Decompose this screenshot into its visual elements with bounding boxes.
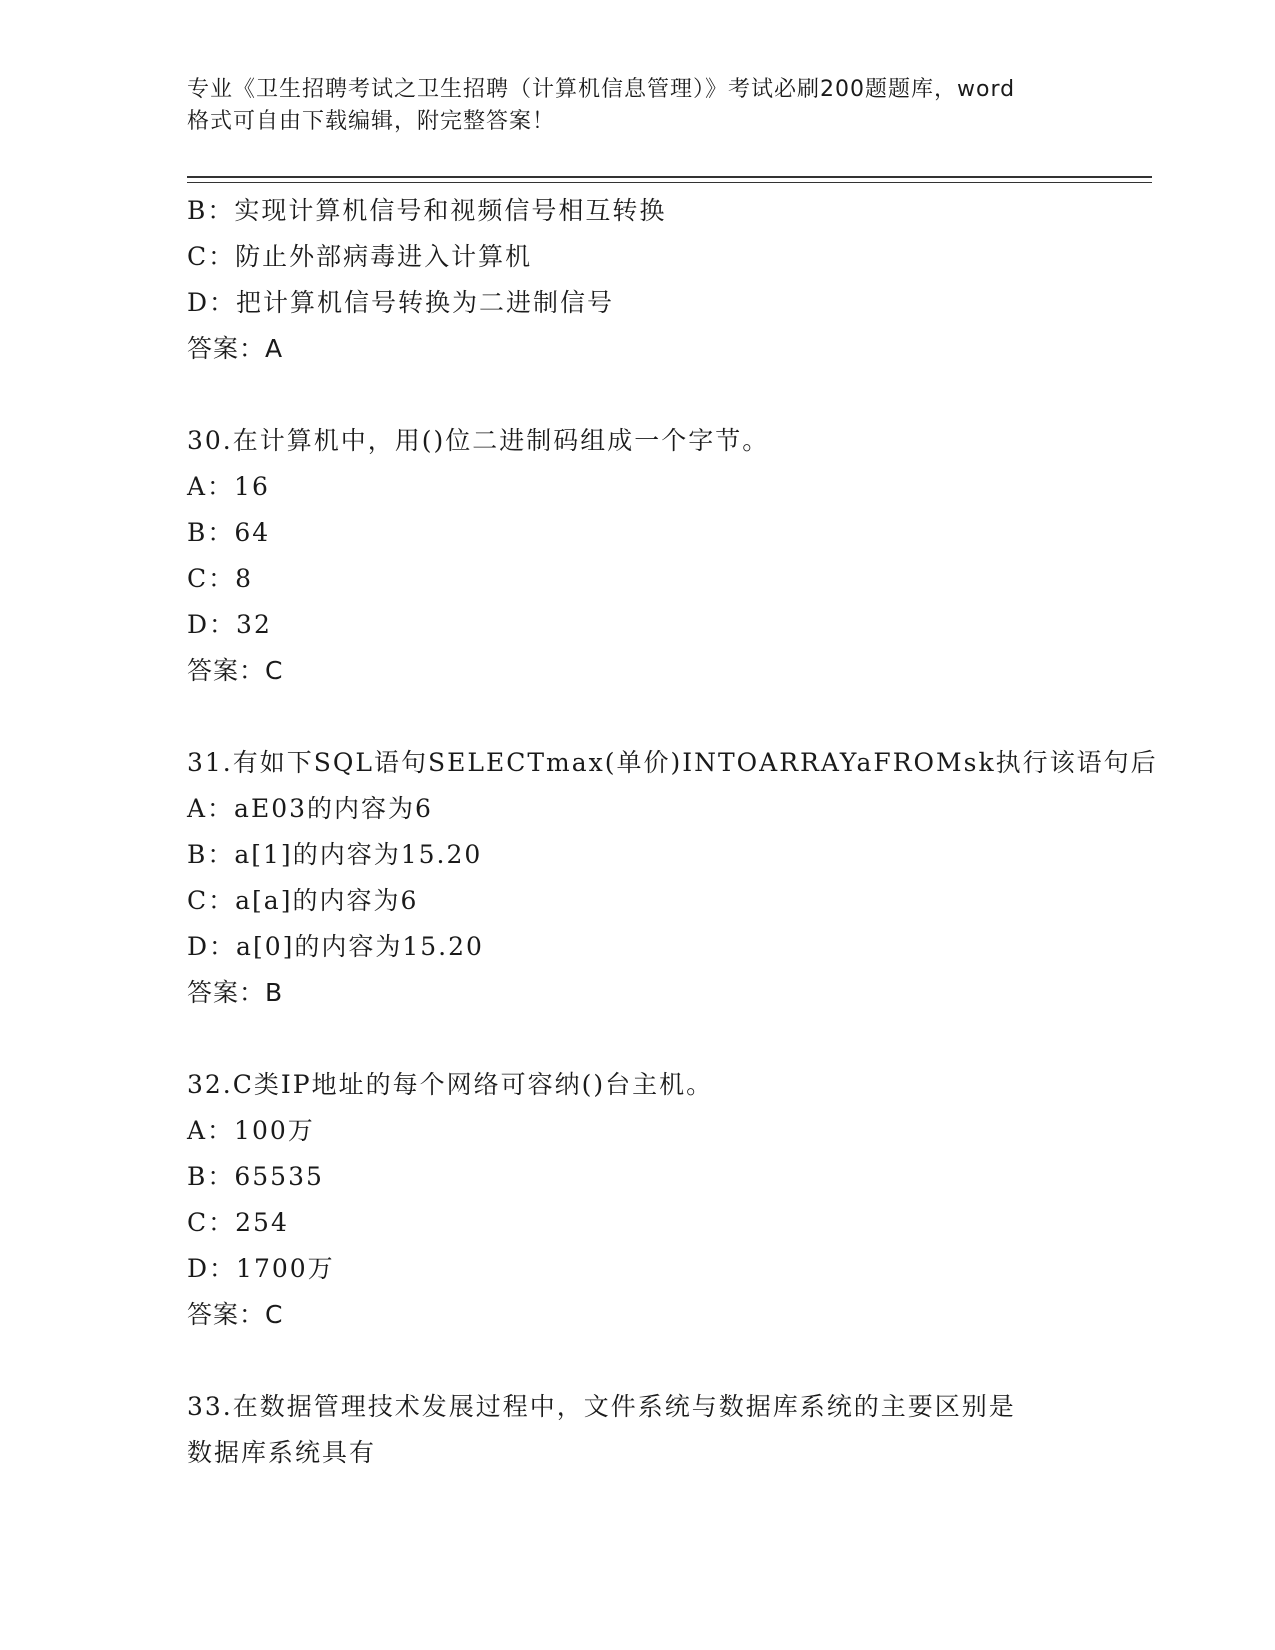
answer-line: 答案：A: [187, 334, 284, 363]
answer-line: 答案：C: [187, 1300, 284, 1329]
header-title-line-2: 格式可自由下载编辑，附完整答案！: [187, 109, 556, 134]
option-b: B：64: [187, 518, 271, 547]
question-block-30: [187, 418, 1117, 694]
header-divider-thin: [187, 182, 1152, 183]
question-spacer: [187, 1016, 1117, 1062]
header-divider-thick: [187, 176, 1152, 178]
option-d: D：32: [187, 610, 272, 639]
question-list: [187, 188, 1158, 1476]
option-a: A：aE03的内容为6: [187, 794, 433, 823]
option-c: C：254: [187, 1208, 289, 1237]
option-d: D：a[0]的内容为15.20: [187, 932, 484, 961]
question-block-32: [187, 1062, 1117, 1338]
option-c: C：防止外部病毒进入计算机: [187, 242, 533, 271]
question-spacer: [187, 372, 1117, 418]
question-spacer: [187, 1338, 1117, 1384]
document-header: [187, 74, 1087, 138]
question-spacer: [187, 694, 1117, 740]
answer-line: 答案：C: [187, 656, 284, 685]
option-a: A：16: [187, 472, 270, 501]
question-text-line-2: 数据库系统具有: [187, 1438, 377, 1467]
option-b: B：65535: [187, 1162, 324, 1191]
question-text: 30.在计算机中，用()位二进制码组成一个字节。: [187, 426, 770, 455]
option-c: C：8: [187, 564, 254, 593]
option-a: A：100万: [187, 1116, 315, 1145]
question-block-33: [187, 1384, 1117, 1476]
question-block-31: [187, 740, 1158, 1016]
option-d: D：1700万: [187, 1254, 335, 1283]
option-b: B：a[1]的内容为15.20: [187, 840, 483, 869]
question-text: 32.C类IP地址的每个网络可容纳()台主机。: [187, 1070, 714, 1099]
question-text: 31.有如下SQL语句SELECTmax(单价)INTOARRAYaFROMsk执行该语句后: [187, 748, 1158, 777]
option-d: D：把计算机信号转换为二进制信号: [187, 288, 615, 317]
option-b: B：实现计算机信号和视频信号相互转换: [187, 196, 667, 225]
question-text-line-1: 33.在数据管理技术发展过程中，文件系统与数据库系统的主要区别是: [187, 1392, 1016, 1421]
answer-line: 答案：B: [187, 978, 284, 1007]
header-title-line-1: 专业《卫生招聘考试之卫生招聘（计算机信息管理）》考试必刷200题题库，word: [187, 77, 1016, 102]
option-c: C：a[a]的内容为6: [187, 886, 419, 915]
question-block-29: [187, 188, 1117, 372]
